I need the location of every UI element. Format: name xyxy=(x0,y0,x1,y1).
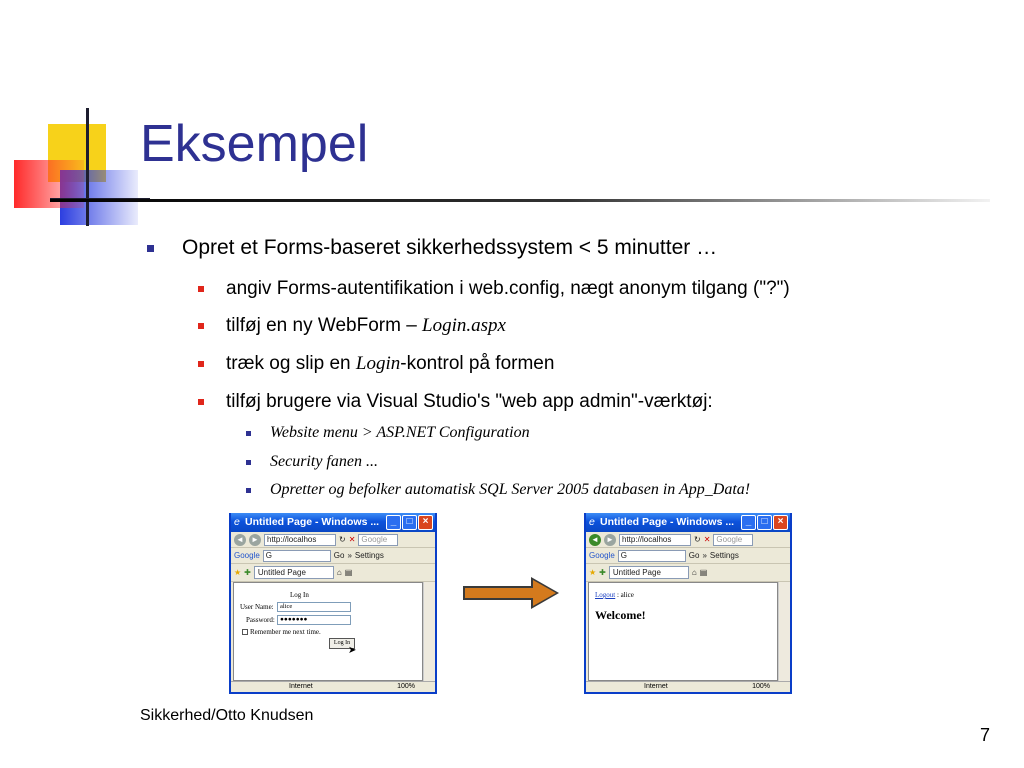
bullet-italic-text: Login xyxy=(355,353,401,374)
bullet-square-icon xyxy=(246,488,251,493)
settings-button[interactable]: Settings xyxy=(709,551,739,560)
bullet-level3 xyxy=(270,453,378,471)
minimize-button[interactable]: _ xyxy=(741,515,756,530)
checkbox-icon[interactable] xyxy=(242,629,248,635)
slide-title: Eksempel xyxy=(140,115,369,173)
address-bar[interactable]: http://localhos xyxy=(264,534,336,546)
bullet-square-icon xyxy=(246,431,251,436)
go-button[interactable]: Go xyxy=(688,551,700,560)
logo-shapes xyxy=(0,100,150,230)
logout-link[interactable]: Logout xyxy=(595,591,616,599)
mouse-cursor-icon: ➤ xyxy=(348,645,357,656)
google-toolbar xyxy=(231,548,435,564)
more-icon[interactable]: » xyxy=(702,551,707,560)
internet-zone: Internet xyxy=(644,683,668,690)
bullet-square-icon xyxy=(198,286,204,292)
bullet-square-icon xyxy=(198,323,204,329)
welcome-heading: Welcome! xyxy=(595,608,646,622)
bullet-square-icon xyxy=(246,460,251,465)
page-content xyxy=(588,582,778,681)
page-number: 7 xyxy=(980,725,991,745)
stop-icon[interactable]: ✕ xyxy=(348,535,356,544)
logo-decoration xyxy=(0,100,150,230)
close-button[interactable]: × xyxy=(418,515,433,530)
status-bar xyxy=(231,681,435,692)
bullet-text: Opretter og befolker automatisk SQL Server 2005 databasen in App_Data! xyxy=(270,481,751,498)
forward-arrow-icon[interactable]: ► xyxy=(604,534,616,546)
scrollbar[interactable] xyxy=(423,582,435,681)
refresh-icon[interactable]: ↻ xyxy=(339,535,346,544)
remember-label: Remember me next time. xyxy=(250,628,321,636)
favorites-star-icon[interactable]: ★ xyxy=(234,568,242,577)
bullet-text: Opret et Forms-baseret sikkerhedssystem < 5 minutter … xyxy=(182,236,718,259)
title-bar xyxy=(586,513,790,532)
bullet-level3 xyxy=(270,424,530,442)
password-input[interactable]: ●●●●●●● xyxy=(277,615,351,625)
logo-vertical-line xyxy=(86,108,89,226)
bullet-level1 xyxy=(182,236,717,260)
window-title: Untitled Page - Windows ... xyxy=(245,516,380,528)
footer-text: Sikkerhed/Otto Knudsen xyxy=(140,707,314,724)
bullet-level2 xyxy=(226,353,554,375)
add-favorites-icon[interactable]: ✚ xyxy=(244,568,251,577)
minimize-button[interactable]: _ xyxy=(386,515,401,530)
print-icon[interactable]: ▤ xyxy=(344,568,353,577)
home-icon[interactable]: ⌂ xyxy=(691,568,697,577)
scrollbar[interactable] xyxy=(778,582,790,681)
bullet-square-icon xyxy=(147,245,154,252)
tab-untitled-page[interactable]: Untitled Page xyxy=(609,566,689,579)
tab-row xyxy=(586,564,790,582)
refresh-icon[interactable]: ↻ xyxy=(694,535,701,544)
bullet-level2 xyxy=(226,278,790,300)
google-search-box[interactable]: G xyxy=(618,550,686,562)
maximize-button[interactable]: □ xyxy=(402,515,417,530)
maximize-button[interactable]: □ xyxy=(757,515,772,530)
google-search-box[interactable]: G xyxy=(263,550,331,562)
bullet-text: Website menu > ASP.NET Configuration xyxy=(270,424,530,441)
address-toolbar xyxy=(586,532,790,548)
password-label: Password: xyxy=(246,616,275,624)
search-input[interactable]: Google xyxy=(358,534,398,546)
title-rule xyxy=(50,199,990,202)
login-button[interactable]: Log In xyxy=(329,638,355,649)
google-label: Google xyxy=(589,551,615,560)
username-label: User Name: xyxy=(240,603,274,611)
back-arrow-icon[interactable]: ◄ xyxy=(234,534,246,546)
tab-row xyxy=(231,564,435,582)
bullet-italic-text: Login.aspx xyxy=(422,315,506,336)
username-input[interactable]: alice xyxy=(277,602,351,612)
stop-icon[interactable]: ✕ xyxy=(703,535,711,544)
bullet-square-icon xyxy=(198,399,204,405)
more-icon[interactable]: » xyxy=(347,551,352,560)
bullet-text: Security fanen ... xyxy=(270,453,378,470)
go-button[interactable]: Go xyxy=(333,551,345,560)
title-bar xyxy=(231,513,435,532)
bullet-level2 xyxy=(226,315,506,337)
print-icon[interactable]: ▤ xyxy=(699,568,708,577)
window-title: Untitled Page - Windows ... xyxy=(600,516,735,528)
bullet-square-icon xyxy=(198,361,204,367)
back-arrow-icon[interactable]: ◄ xyxy=(589,534,601,546)
right-arrow-icon xyxy=(463,577,563,609)
bullet-level3 xyxy=(270,481,750,499)
add-favorites-icon[interactable]: ✚ xyxy=(599,568,606,577)
status-bar xyxy=(586,681,790,692)
internet-zone: Internet xyxy=(289,683,313,690)
bullet-text: angiv Forms-autentifikation i web.config, nægt anonym tilgang ("?") xyxy=(226,278,790,299)
settings-button[interactable]: Settings xyxy=(354,551,384,560)
bullet-text: -kontrol på formen xyxy=(400,353,555,374)
close-button[interactable]: × xyxy=(773,515,788,530)
remember-me-checkbox[interactable] xyxy=(242,628,321,636)
browser-window-login xyxy=(229,513,437,694)
search-input[interactable]: Google xyxy=(713,534,753,546)
bullet-text: tilføj en ny WebForm – xyxy=(226,315,417,336)
tab-untitled-page[interactable]: Untitled Page xyxy=(254,566,334,579)
ie-icon: e xyxy=(589,516,595,528)
favorites-star-icon[interactable]: ★ xyxy=(589,568,597,577)
user-text: : alice xyxy=(616,591,634,599)
bullet-text: tilføj brugere via Visual Studio's "web app admin"-værktøj: xyxy=(226,391,713,412)
forward-arrow-icon[interactable]: ► xyxy=(249,534,261,546)
login-heading: Log In xyxy=(290,591,309,599)
zoom-level[interactable]: 100% xyxy=(397,683,415,690)
page-content xyxy=(233,582,423,681)
address-bar[interactable]: http://localhos xyxy=(619,534,691,546)
google-label: Google xyxy=(234,551,260,560)
browser-window-welcome xyxy=(584,513,792,694)
home-icon[interactable]: ⌂ xyxy=(336,568,342,577)
bullet-text: træk og slip en xyxy=(226,353,356,374)
logout-row xyxy=(595,591,634,599)
zoom-level[interactable]: 100% xyxy=(752,683,770,690)
ie-icon: e xyxy=(234,516,240,528)
address-toolbar xyxy=(231,532,435,548)
bullet-level2 xyxy=(226,391,713,413)
google-toolbar xyxy=(586,548,790,564)
